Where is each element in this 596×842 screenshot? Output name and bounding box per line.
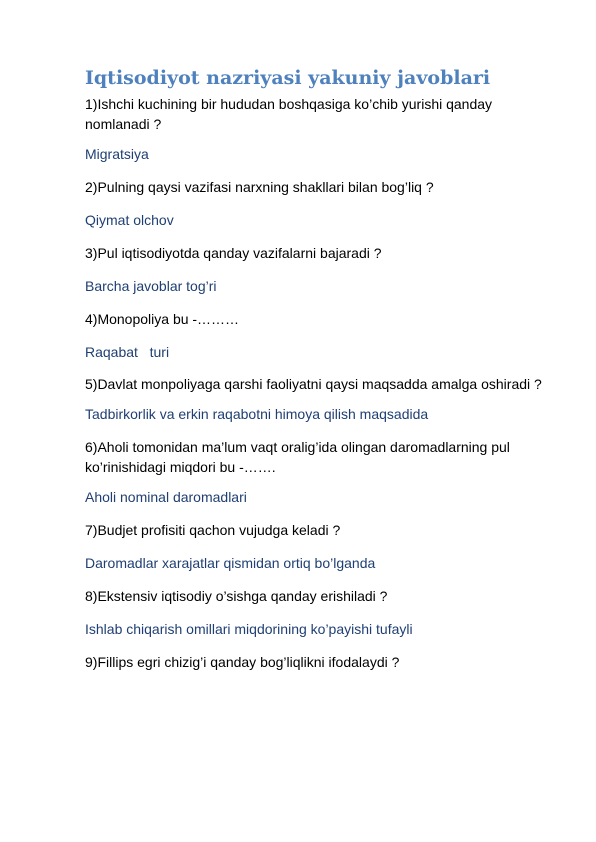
question-6: 6)Aholi tomonidan ma’lum vaqt oralig’ida olingan daromadlarning pul ko’rinishidagi miqdori bu -……. xyxy=(85,439,510,475)
answer-3: Barcha javoblar tog’ri xyxy=(85,278,217,294)
question-7: 7)Budjet profisiti qachon vujudga keladi ? xyxy=(85,522,341,538)
answer-7: Daromadlar xarajatlar qismidan ortiq bo’lganda xyxy=(85,555,376,571)
question-3: 3)Pul iqtisodiyotda qanday vazifalarni bajaradi ? xyxy=(85,245,382,261)
question-1: 1)Ishchi kuchining bir hududan boshqasiga ko’chib yurishi qanday nomlanadi ? xyxy=(85,96,493,132)
question-5: 5)Davlat monpoliyaga qarshi faoliyatni qaysi maqsadda amalga oshiradi ? xyxy=(85,376,542,392)
answer-2: Qiymat olchov xyxy=(85,212,174,228)
answer-5: Tadbirkorlik va erkin raqabotni himoya qilish maqsadida xyxy=(85,406,429,422)
question-8: 8)Ekstensiv iqtisodiy o’sishga qanday erishiladi ? xyxy=(85,588,388,604)
answer-1: Migratsiya xyxy=(85,146,149,162)
question-9: 9)Fillips egri chizig’i qanday bog’liqlikni ifodalaydi ? xyxy=(85,654,400,670)
answer-8: Ishlab chiqarish omillari miqdorining ko’payishi tufayli xyxy=(85,621,413,637)
answer-6: Aholi nominal daromadlari xyxy=(85,489,247,505)
answer-4: Raqabat turi xyxy=(85,344,170,360)
document-content xyxy=(85,64,555,672)
question-4: 4)Monopoliya bu -……… xyxy=(85,311,240,327)
page-title: Iqtisodiyot nazriyasi yakuniy javoblari xyxy=(85,67,491,89)
question-2: 2)Pulning qaysi vazifasi narxning shakllari bilan bog’liq ? xyxy=(85,179,434,195)
